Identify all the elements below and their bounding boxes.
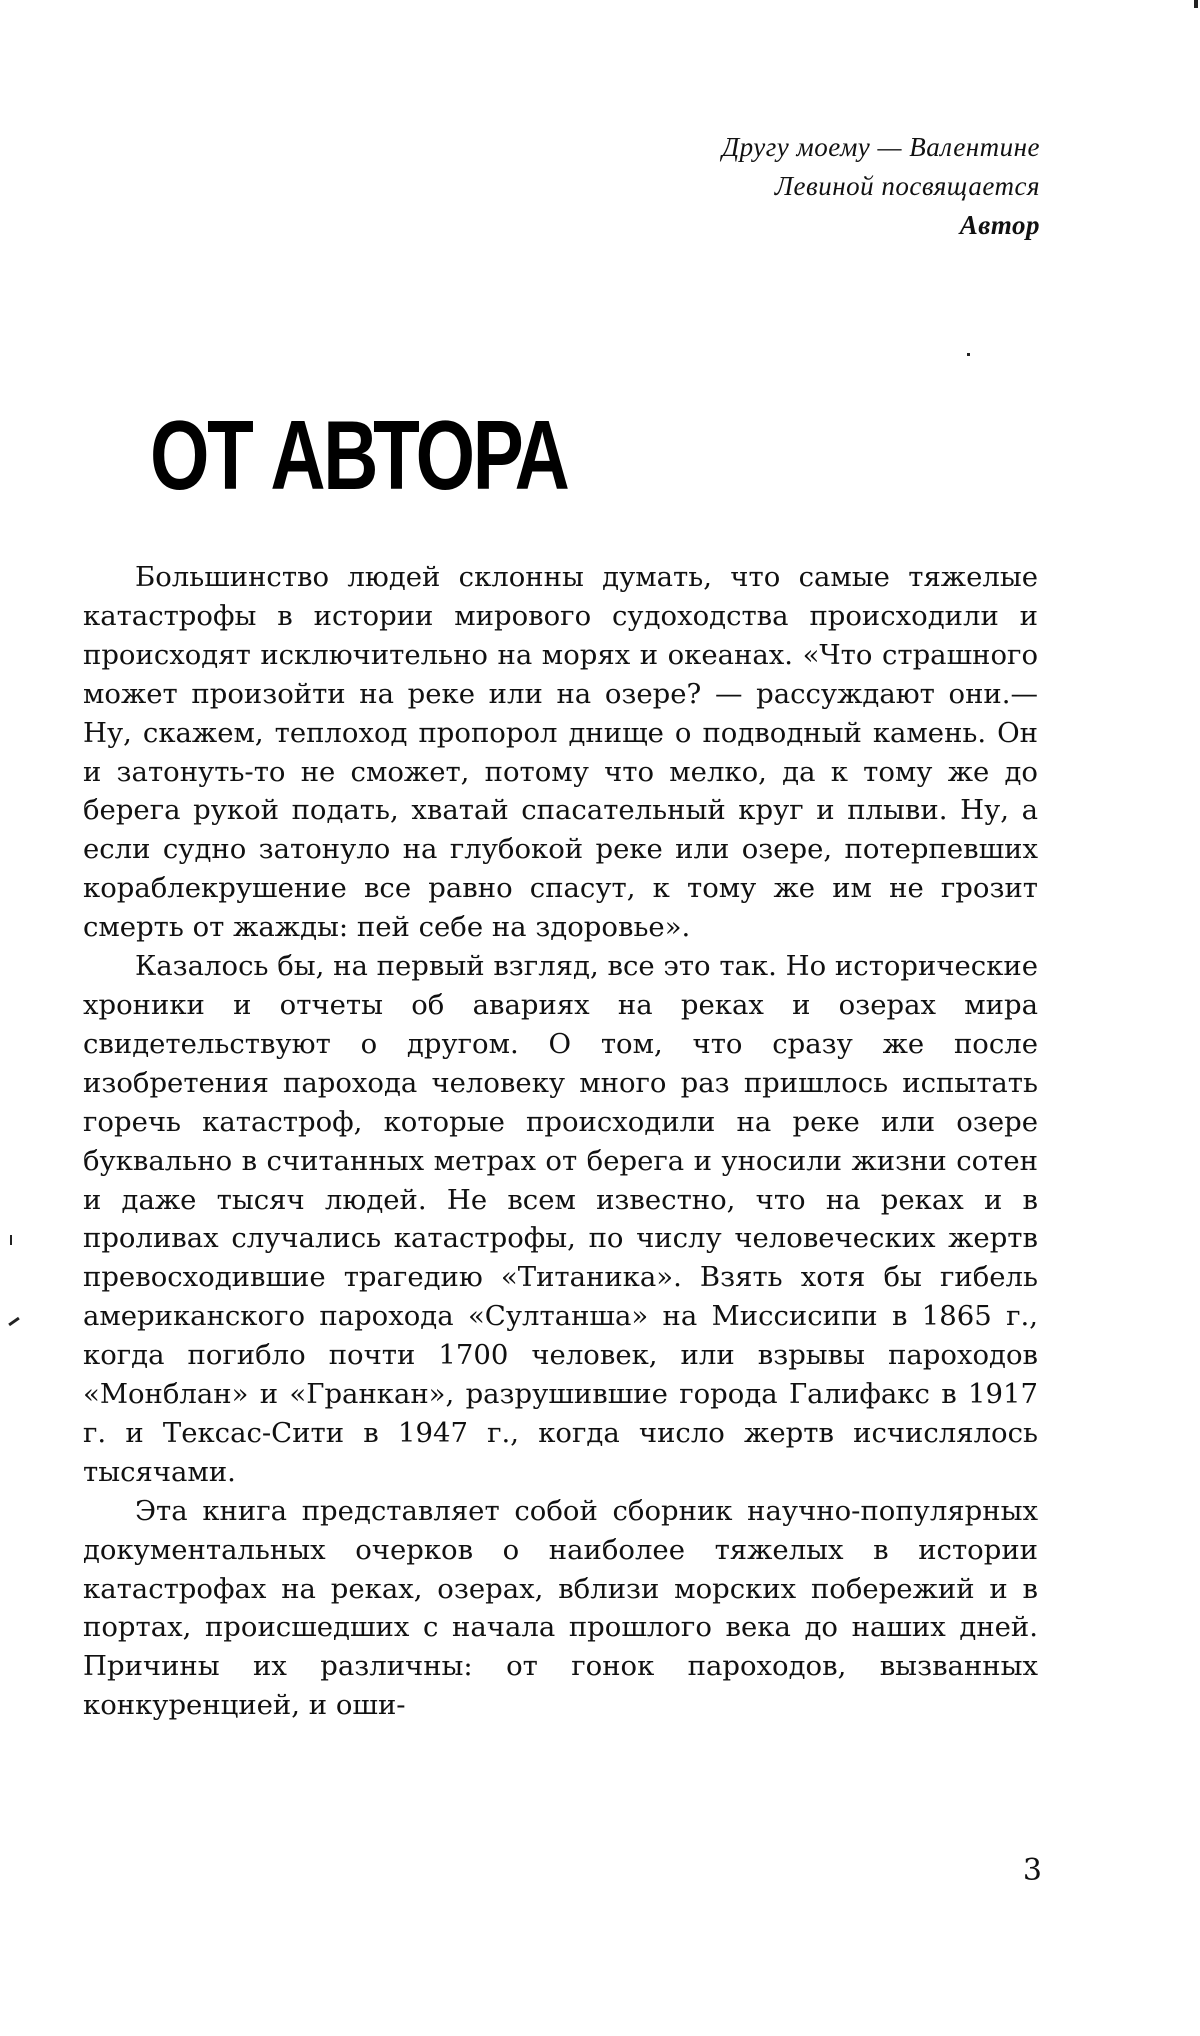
chapter-title: ОТ АВТОРА — [150, 400, 568, 510]
scan-speck — [10, 1235, 12, 1245]
paragraph-1: Большинство людей склонны думать, что самые тяжелые катастрофы в истории мирового судоходства происходили и происходят исключительно на морях и океанах. «Что страшного может произойти на реке или на озере? — рассуждают они.— Ну, скажем, теплоход пропорол днище о подводный камень. Он и затонуть-то не сможет, потому что мелко, да к тому же до берега рукой подать, хватай спасательный круг и плыви. Ну, а если судно затонуло на глубокой реке или озере, потерпевших кораблекрушение все равно спасут, к тому же им не грозит смерть от жажды: пей себе на здоровье». — [83, 561, 1038, 944]
body-text — [83, 558, 1038, 1725]
scan-speck — [1194, 0, 1198, 8]
scan-speck — [967, 353, 970, 356]
dedication — [722, 128, 1040, 245]
scan-speck — [8, 1317, 20, 1326]
paragraph-3: Эта книга представляет собой сборник научно-популярных документальных очерков о наиболее тяжелых в истории катастрофах на реках, озерах, вблизи морских побережий и в портах, происшедших с начала прошлого века до наших дней. Причины их различны: от гонок пароходов, вызванных конкуренцией, и оши- — [83, 1494, 1038, 1722]
dedication-signature: Автор — [959, 210, 1040, 240]
dedication-line-2: Левиной посвящается — [774, 171, 1040, 201]
paragraph-2: Казалось бы, на первый взгляд, все это так. Но исторические хроники и отчеты об авариях на реках и озерах мира свидетельствуют о другом. О том, что сразу же после изобретения парохода человеку много раз пришлось испытать горечь катастроф, которые происходили на реке или озере буквально в считанных метрах от берега и уносили жизни сотен и даже тысяч людей. Не всем известно, что на реках и в проливах случались катастрофы, по числу человеческих жертв превосходившие трагедию «Титаника». Взять хотя бы гибель американского парохода «Султанша» на Миссисипи в 1865 г., когда погибло почти 1700 человек, или взрывы пароходов «Монблан» и «Гранкан», разрушившие города Галифакс в 1917 г. и Тексас-Сити в 1947 г., когда число жертв исчислялось тысячами. — [83, 950, 1038, 1488]
dedication-line-1: Другу моему — Валентине — [721, 132, 1040, 162]
page-number: 3 — [1022, 1853, 1042, 1888]
